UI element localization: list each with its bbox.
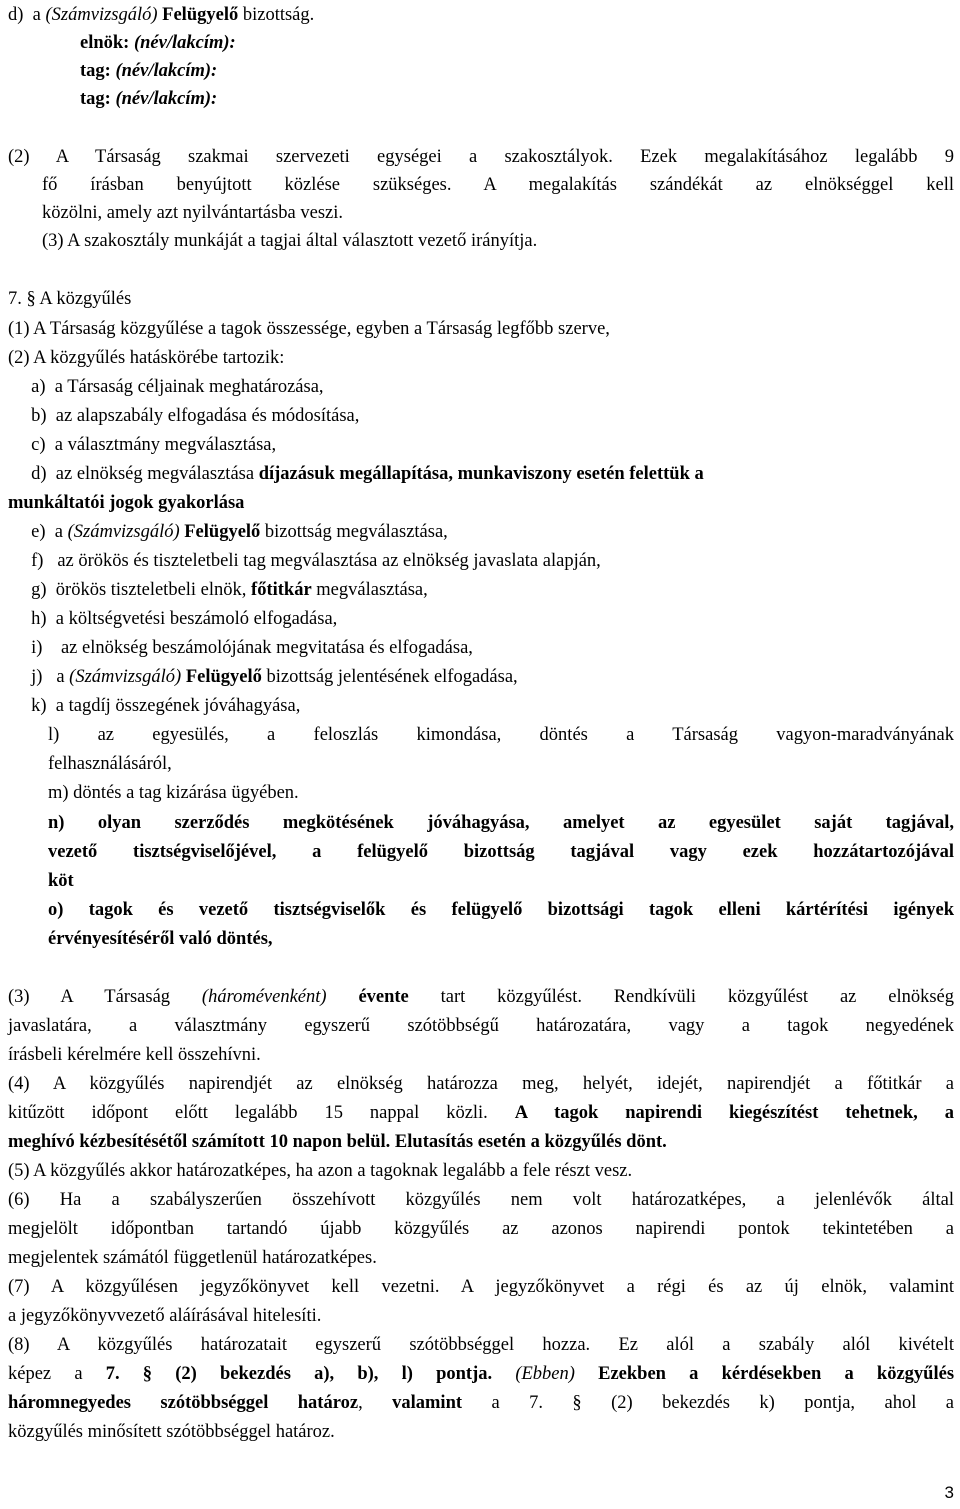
- list-item-i: i) az elnökség beszámolójának megvitatása és elfogadása,: [31, 638, 473, 658]
- member2-field: tag: (név/lakcím):: [80, 89, 218, 109]
- s7-p1: (1) A Társaság közgyűlése a tagok összessége, egyben a Társaság legfőbb szerve,: [8, 319, 610, 339]
- s7-p8-line4: közgyűlés minősített szótöbbséggel határoz.: [8, 1422, 335, 1442]
- s7-p8-line2: képez a 7. § (2) bekezdés a), b), l) pontja. (Ebben) Ezekben a kérdésekben a közgyűlés: [8, 1364, 955, 1384]
- s7-p4-line2: kitűzött időpont előtt legalább 15 nappal közli. A tagok napirendi kiegészítést tehetnek, a: [8, 1103, 954, 1123]
- s7-p7-line1: (7) A közgyűlésen jegyzőkönyvet kell vezetni. A jegyzőkönyvet a régi és az új elnök, valamint: [8, 1277, 954, 1297]
- chair-field: elnök: (név/lakcím):: [80, 33, 236, 53]
- s7-p6-line3: megjelentek számától függetlenül határozatképes.: [8, 1248, 377, 1268]
- s7-p6-line1: (6) Ha a szabályszerűen összehívott közgyűlés nem volt határozatképes, a jelenlévők által: [8, 1190, 954, 1210]
- list-item-k: k) a tagdíj összegének jóváhagyása,: [31, 696, 301, 716]
- s7-p3-line1: (3) A Társaság (háromévenként) évente tart közgyűlést. Rendkívüli közgyűlést az elnökség: [8, 987, 954, 1007]
- s7-p7-line2: a jegyzőkönyvvezető aláírásával hitelesíti.: [8, 1306, 322, 1326]
- list-item-g: g) örökös tiszteletbeli elnök, főtitkár megválasztása,: [31, 580, 428, 600]
- list-item-a: a) a Társaság céljainak meghatározása,: [31, 377, 324, 397]
- list-item-o-cont: érvényesítéséről való döntés,: [48, 929, 273, 949]
- s7-p8-line3: háromnegyedes szótöbbséggel határoz, valamint a 7. § (2) bekezdés k) pontja, ahol a: [8, 1393, 954, 1413]
- s2-line3: közölni, amely azt nyilvántartásba veszi.: [42, 203, 344, 223]
- s7-p3-line3: írásbeli kérelmére kell összehívni.: [8, 1045, 261, 1065]
- s2-line1: (2) A Társaság szakmai szervezeti egységei a szakosztályok. Ezek megalakításához legalább 9: [8, 147, 954, 167]
- list-item-l: l) az egyesülés, a feloszlás kimondása, döntés a Társaság vagyon-maradványának: [48, 725, 954, 745]
- list-item-l-cont: felhasználásáról,: [48, 754, 172, 774]
- list-item-h: h) a költségvetési beszámoló elfogadása,: [31, 609, 338, 629]
- page-number: 3: [944, 1483, 954, 1502]
- list-item-n-cont2: köt: [48, 871, 74, 891]
- list-item-d: d) az elnökség megválasztása díjazásuk megállapítása, munkaviszony esetén felettük a: [31, 464, 704, 484]
- list-item-o: o) tagok és vezető tisztségviselők és felügyelő bizottsági tagok elleni kártérítési igények: [48, 900, 954, 920]
- member1-field: tag: (név/lakcím):: [80, 61, 218, 81]
- s7-p4-line1: (4) A közgyűlés napirendjét az elnökség határozza meg, helyét, idejét, napirendjét a főtitkár a: [8, 1074, 954, 1094]
- s7-p6-line2: megjelölt időpontban tartandó újabb közgyűlés az azonos napirendi pontok tekintetében a: [8, 1219, 954, 1239]
- list-item-c: c) a választmány megválasztása,: [31, 435, 277, 455]
- list-item-e: e) a (Számvizsgáló) Felügyelő bizottság megválasztása,: [31, 522, 448, 542]
- s2-line2: fő írásban benyújtott közlése szükséges. A megalakítás szándékát az elnökséggel kell: [42, 175, 954, 195]
- list-item-n: n) olyan szerződés megkötésének jóváhagyása, amelyet az egyesület saját tagjával,: [48, 813, 954, 833]
- list-item-m: m) döntés a tag kizárása ügyében.: [48, 783, 299, 803]
- s7-p4-line3: meghívó kézbesítésétől számított 10 napon belül. Elutasítás esetén a közgyűlés dönt.: [8, 1132, 667, 1152]
- list-item-f: f) az örökös és tiszteletbeli tag megválasztása az elnökség javaslata alapján,: [31, 551, 601, 571]
- section-7-heading: 7. § A közgyűlés: [8, 289, 132, 309]
- list-item-b: b) az alapszabály elfogadása és módosítása,: [31, 406, 360, 426]
- s7-p2: (2) A közgyűlés hatáskörébe tartozik:: [8, 348, 285, 368]
- s7-p8-line1: (8) A közgyűlés határozatait egyszerű szótöbbséggel hozza. Ez alól a szabály alól kivételt: [8, 1335, 954, 1355]
- s3-line: (3) A szakosztály munkáját a tagjai által választott vezető irányítja.: [42, 231, 538, 251]
- list-item-d-cont: munkáltatói jogok gyakorlása: [8, 493, 245, 513]
- s7-p5: (5) A közgyűlés akkor határozatképes, ha azon a tagoknak legalább a fele részt vesz.: [8, 1161, 633, 1181]
- item-d-supervisory-board: d) a (Számvizsgáló) Felügyelő bizottság.: [8, 5, 315, 25]
- list-item-n-cont1: vezető tisztségviselőjével, a felügyelő bizottság tagjával vagy ezek hozzátartozójával: [48, 842, 954, 862]
- list-item-j: j) a (Számvizsgáló) Felügyelő bizottság jelentésének elfogadása,: [31, 667, 518, 687]
- s7-p3-line2: javaslatára, a választmány egyszerű szótöbbségű határozatára, vagy a tagok negyedének: [8, 1016, 954, 1036]
